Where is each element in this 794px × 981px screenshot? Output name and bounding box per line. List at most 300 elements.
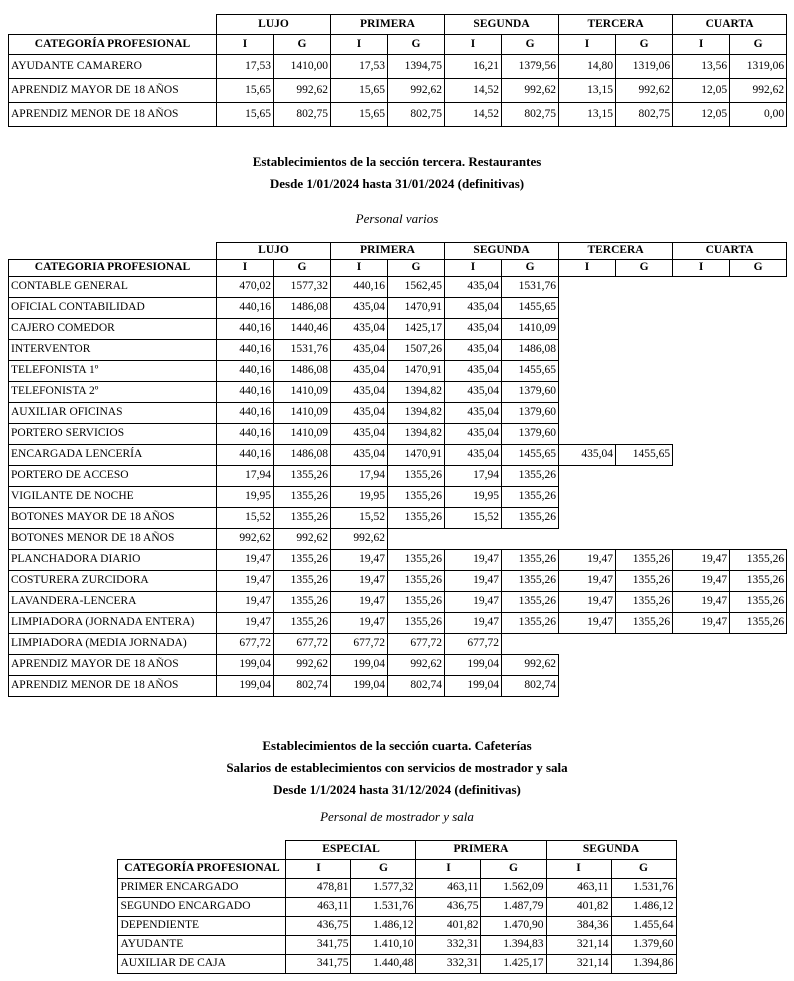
empty-cell: [616, 298, 673, 319]
category-cell: CAJERO COMEDOR: [9, 319, 217, 340]
value-cell: 463,11: [546, 879, 611, 898]
category-cell: AYUDANTE: [118, 936, 286, 955]
value-cell: 19,47: [331, 613, 388, 634]
empty-cell: [730, 487, 787, 508]
category-cell: BOTONES MAYOR DE 18 AÑOS: [9, 508, 217, 529]
value-cell: 19,47: [217, 613, 274, 634]
empty-cell: [559, 466, 616, 487]
subcol-header-g: G: [502, 260, 559, 277]
value-cell: 1410,09: [274, 424, 331, 445]
group-header: PRIMERA: [331, 243, 445, 260]
category-cell: SEGUNDO ENCARGADO: [118, 898, 286, 917]
category-cell: TELEFONISTA 1º: [9, 361, 217, 382]
table-row: [9, 319, 787, 340]
subcol-header-g: G: [611, 860, 676, 879]
table-row: [9, 529, 787, 550]
value-cell: 19,95: [331, 487, 388, 508]
value-cell: 1577,32: [274, 277, 331, 298]
section-heading-tercera: [8, 151, 786, 195]
subheader-row: [9, 260, 787, 277]
value-cell: 19,47: [673, 613, 730, 634]
value-cell: 1.379,60: [611, 936, 676, 955]
table-row: [9, 466, 787, 487]
value-cell: 435,04: [331, 445, 388, 466]
value-cell: 992,62: [730, 79, 787, 103]
value-cell: 992,62: [388, 655, 445, 676]
value-cell: 401,82: [416, 917, 481, 936]
empty-cell: [559, 298, 616, 319]
subcol-header-i: I: [331, 35, 388, 55]
empty-cell: [559, 424, 616, 445]
subcol-header-i: I: [416, 860, 481, 879]
subcol-header-i: I: [546, 860, 611, 879]
value-cell: 677,72: [331, 634, 388, 655]
table-row: [118, 955, 676, 974]
value-cell: 992,62: [331, 529, 388, 550]
value-cell: 1531,76: [502, 277, 559, 298]
subcol-header-g: G: [388, 35, 445, 55]
empty-cell: [559, 529, 616, 550]
empty-cell: [616, 382, 673, 403]
empty-cell: [502, 529, 559, 550]
value-cell: 1355,26: [388, 613, 445, 634]
empty-cell: [616, 277, 673, 298]
empty-cell: [730, 340, 787, 361]
empty-cell: [616, 634, 673, 655]
group-header: LUJO: [217, 15, 331, 35]
value-cell: 802,75: [388, 103, 445, 127]
table-row: [118, 879, 676, 898]
value-cell: 1355,26: [616, 592, 673, 613]
value-cell: 440,16: [217, 382, 274, 403]
table-row: [9, 487, 787, 508]
heading-line: Establecimientos de la sección cuarta. Cafeterías: [262, 738, 532, 753]
value-cell: 199,04: [331, 655, 388, 676]
value-cell: 17,53: [217, 55, 274, 79]
empty-cell: [730, 403, 787, 424]
value-cell: 199,04: [217, 655, 274, 676]
value-cell: 435,04: [445, 403, 502, 424]
value-cell: 19,47: [559, 592, 616, 613]
subtitle-personal-mostrador: Personal de mostrador y sala: [320, 809, 474, 824]
value-cell: 13,15: [559, 79, 616, 103]
value-cell: 1.577,32: [351, 879, 416, 898]
value-cell: 677,72: [274, 634, 331, 655]
subcol-header-g: G: [481, 860, 546, 879]
category-cell: LAVANDERA-LENCERA: [9, 592, 217, 613]
empty-cell: [559, 676, 616, 697]
subcol-header-g: G: [616, 35, 673, 55]
value-cell: 15,65: [217, 79, 274, 103]
table-row: [9, 340, 787, 361]
value-cell: 1355,26: [274, 550, 331, 571]
group-header: SEGUNDA: [546, 841, 676, 860]
table-row: [118, 898, 676, 917]
value-cell: 440,16: [217, 298, 274, 319]
value-cell: 435,04: [445, 298, 502, 319]
group-header: CUARTA: [673, 15, 787, 35]
value-cell: 15,65: [331, 103, 388, 127]
value-cell: 1531,76: [274, 340, 331, 361]
value-cell: 440,16: [217, 361, 274, 382]
value-cell: 435,04: [331, 340, 388, 361]
empty-cell: [616, 340, 673, 361]
value-cell: 19,47: [331, 592, 388, 613]
empty-cell: [616, 487, 673, 508]
value-cell: 1.394,86: [611, 955, 676, 974]
value-cell: 1486,08: [274, 445, 331, 466]
value-cell: 802,74: [502, 676, 559, 697]
value-cell: 992,62: [274, 79, 331, 103]
category-header: CATEGORÍA PROFESIONAL: [9, 35, 217, 55]
value-cell: 16,21: [445, 55, 502, 79]
value-cell: 1319,06: [730, 55, 787, 79]
table-row: [9, 298, 787, 319]
value-cell: 13,56: [673, 55, 730, 79]
table-row: [118, 917, 676, 936]
value-cell: 321,14: [546, 936, 611, 955]
subcol-header-i: I: [445, 35, 502, 55]
table-row: [9, 382, 787, 403]
value-cell: 14,80: [559, 55, 616, 79]
category-cell: PRIMER ENCARGADO: [118, 879, 286, 898]
category-cell: INTERVENTOR: [9, 340, 217, 361]
value-cell: 1355,26: [616, 613, 673, 634]
empty-cell: [616, 655, 673, 676]
group-header-row: [9, 15, 787, 35]
group-header-row: [118, 841, 676, 860]
table-row: [9, 55, 787, 79]
value-cell: 1355,26: [502, 571, 559, 592]
category-cell: PORTERO SERVICIOS: [9, 424, 217, 445]
value-cell: 341,75: [286, 936, 351, 955]
category-cell: PLANCHADORA DIARIO: [9, 550, 217, 571]
value-cell: 17,94: [217, 466, 274, 487]
value-cell: 436,75: [286, 917, 351, 936]
value-cell: 435,04: [445, 319, 502, 340]
value-cell: 1355,26: [616, 550, 673, 571]
value-cell: 1355,26: [274, 571, 331, 592]
empty-cell: [673, 655, 730, 676]
category-cell: LIMPIADORA (MEDIA JORNADA): [9, 634, 217, 655]
table-row: [9, 655, 787, 676]
value-cell: 384,36: [546, 917, 611, 936]
value-cell: 677,72: [388, 634, 445, 655]
subcol-header-i: I: [673, 260, 730, 277]
value-cell: 13,15: [559, 103, 616, 127]
value-cell: 199,04: [445, 655, 502, 676]
value-cell: 435,04: [445, 340, 502, 361]
empty-cell: [730, 361, 787, 382]
value-cell: 435,04: [445, 424, 502, 445]
value-cell: 435,04: [331, 298, 388, 319]
table-row: [9, 361, 787, 382]
value-cell: 1410,09: [274, 382, 331, 403]
value-cell: 199,04: [217, 676, 274, 697]
category-cell: COSTURERA ZURCIDORA: [9, 571, 217, 592]
empty-corner-cell: [9, 243, 217, 260]
empty-cell: [616, 361, 673, 382]
value-cell: 992,62: [616, 79, 673, 103]
subcol-header-g: G: [730, 35, 787, 55]
value-cell: 440,16: [217, 319, 274, 340]
value-cell: 992,62: [274, 529, 331, 550]
empty-cell: [616, 508, 673, 529]
category-cell: AYUDANTE CAMARERO: [9, 55, 217, 79]
empty-cell: [616, 403, 673, 424]
category-cell: APRENDIZ MAYOR DE 18 AÑOS: [9, 655, 217, 676]
empty-cell: [673, 382, 730, 403]
value-cell: 19,47: [673, 592, 730, 613]
value-cell: 17,94: [445, 466, 502, 487]
value-cell: 1455,65: [502, 298, 559, 319]
empty-cell: [730, 382, 787, 403]
value-cell: 15,65: [217, 103, 274, 127]
value-cell: 1355,26: [388, 487, 445, 508]
table-row: [9, 550, 787, 571]
value-cell: 1.486,12: [611, 898, 676, 917]
value-cell: 478,81: [286, 879, 351, 898]
empty-cell: [559, 655, 616, 676]
value-cell: 802,75: [502, 103, 559, 127]
value-cell: 435,04: [445, 277, 502, 298]
empty-cell: [673, 508, 730, 529]
subcol-header-i: I: [217, 35, 274, 55]
value-cell: 440,16: [217, 340, 274, 361]
empty-cell: [559, 508, 616, 529]
value-cell: 1.486,12: [351, 917, 416, 936]
value-cell: 1470,91: [388, 445, 445, 466]
value-cell: 19,47: [559, 571, 616, 592]
value-cell: 435,04: [445, 445, 502, 466]
value-cell: 1507,26: [388, 340, 445, 361]
empty-cell: [673, 424, 730, 445]
value-cell: 677,72: [445, 634, 502, 655]
category-cell: APRENDIZ MENOR DE 18 AÑOS: [9, 103, 217, 127]
value-cell: 14,52: [445, 79, 502, 103]
value-cell: 14,52: [445, 103, 502, 127]
empty-cell: [673, 634, 730, 655]
value-cell: 1355,26: [502, 613, 559, 634]
value-cell: 19,47: [673, 550, 730, 571]
table-row: [9, 634, 787, 655]
value-cell: 1355,26: [274, 508, 331, 529]
value-cell: 19,47: [217, 550, 274, 571]
category-cell: BOTONES MENOR DE 18 AÑOS: [9, 529, 217, 550]
value-cell: 440,16: [217, 445, 274, 466]
empty-cell: [673, 445, 730, 466]
value-cell: 435,04: [331, 361, 388, 382]
empty-cell: [730, 319, 787, 340]
value-cell: 1355,26: [388, 550, 445, 571]
subcol-header-g: G: [502, 35, 559, 55]
value-cell: 19,47: [559, 613, 616, 634]
value-cell: 1.487,79: [481, 898, 546, 917]
empty-cell: [673, 676, 730, 697]
table-row: [9, 424, 787, 445]
group-header: TERCERA: [559, 15, 673, 35]
value-cell: 1355,26: [502, 508, 559, 529]
value-cell: 1455,65: [616, 445, 673, 466]
value-cell: 1355,26: [388, 466, 445, 487]
table-row: [9, 571, 787, 592]
category-cell: DEPENDIENTE: [118, 917, 286, 936]
value-cell: 19,47: [217, 571, 274, 592]
value-cell: 1.562,09: [481, 879, 546, 898]
empty-cell: [673, 298, 730, 319]
group-header: ESPECIAL: [286, 841, 416, 860]
empty-cell: [559, 634, 616, 655]
subtitle-personal-varios: Personal varios: [355, 211, 439, 226]
table-row: [118, 936, 676, 955]
value-cell: 321,14: [546, 955, 611, 974]
value-cell: 19,47: [331, 571, 388, 592]
value-cell: 435,04: [559, 445, 616, 466]
empty-cell: [730, 298, 787, 319]
value-cell: 1425,17: [388, 319, 445, 340]
salary-table-mostrador-sala: [117, 840, 676, 974]
subcol-header-g: G: [274, 35, 331, 55]
empty-cell: [730, 676, 787, 697]
empty-cell: [616, 319, 673, 340]
value-cell: 1470,91: [388, 361, 445, 382]
value-cell: 440,16: [217, 424, 274, 445]
value-cell: 1455,65: [502, 445, 559, 466]
value-cell: 19,95: [217, 487, 274, 508]
value-cell: 0,00: [730, 103, 787, 127]
salary-table-restaurantes-continuation: [8, 14, 787, 127]
value-cell: 19,47: [331, 550, 388, 571]
value-cell: 1.455,64: [611, 917, 676, 936]
value-cell: 1379,60: [502, 382, 559, 403]
value-cell: 199,04: [445, 676, 502, 697]
empty-cell: [730, 529, 787, 550]
value-cell: 1486,08: [502, 340, 559, 361]
value-cell: 1355,26: [388, 571, 445, 592]
subcol-header-i: I: [559, 260, 616, 277]
category-header: CATEGORIA PROFESIONAL: [9, 260, 217, 277]
subcol-header-i: I: [559, 35, 616, 55]
subcol-header-i: I: [331, 260, 388, 277]
empty-cell: [730, 424, 787, 445]
value-cell: 435,04: [331, 403, 388, 424]
empty-cell: [616, 466, 673, 487]
value-cell: 435,04: [331, 382, 388, 403]
value-cell: 19,47: [445, 571, 502, 592]
heading-line: Desde 1/01/2024 hasta 31/01/2024 (definitivas): [269, 176, 525, 191]
value-cell: 1.425,17: [481, 955, 546, 974]
value-cell: 12,05: [673, 103, 730, 127]
empty-cell: [616, 676, 673, 697]
empty-cell: [559, 340, 616, 361]
value-cell: 992,62: [502, 655, 559, 676]
subcol-header-i: I: [445, 260, 502, 277]
empty-cell: [388, 529, 445, 550]
value-cell: 1.470,90: [481, 917, 546, 936]
value-cell: 1394,75: [388, 55, 445, 79]
value-cell: 1355,26: [388, 508, 445, 529]
value-cell: 1410,00: [274, 55, 331, 79]
empty-cell: [673, 487, 730, 508]
value-cell: 1.440,48: [351, 955, 416, 974]
value-cell: 1355,26: [730, 550, 787, 571]
section-heading-cuarta: [8, 735, 786, 801]
value-cell: 1355,26: [730, 571, 787, 592]
empty-cell: [559, 361, 616, 382]
value-cell: 19,47: [445, 613, 502, 634]
empty-cell: [673, 403, 730, 424]
group-header: SEGUNDA: [445, 15, 559, 35]
subcol-header-g: G: [274, 260, 331, 277]
value-cell: 1410,09: [502, 319, 559, 340]
category-cell: AUXILIAR OFICINAS: [9, 403, 217, 424]
value-cell: 440,16: [217, 403, 274, 424]
value-cell: 1394,82: [388, 424, 445, 445]
empty-cell: [673, 319, 730, 340]
empty-corner-cell: [118, 841, 286, 860]
value-cell: 992,62: [502, 79, 559, 103]
value-cell: 440,16: [331, 277, 388, 298]
category-cell: ENCARGADA LENCERÍA: [9, 445, 217, 466]
table-row: [9, 676, 787, 697]
value-cell: 1355,26: [730, 613, 787, 634]
subheader-row: [118, 860, 676, 879]
value-cell: 435,04: [445, 361, 502, 382]
value-cell: 1.410,10: [351, 936, 416, 955]
value-cell: 19,95: [445, 487, 502, 508]
table-row: [9, 592, 787, 613]
value-cell: 19,47: [445, 592, 502, 613]
value-cell: 1355,26: [274, 466, 331, 487]
value-cell: 332,31: [416, 955, 481, 974]
category-cell: AUXILIAR DE CAJA: [118, 955, 286, 974]
group-header: SEGUNDA: [445, 243, 559, 260]
value-cell: 19,47: [217, 592, 274, 613]
category-header: CATEGORÍA PROFESIONAL: [118, 860, 286, 879]
heading-line: Salarios de establecimientos con servicios de mostrador y sala: [226, 760, 568, 775]
value-cell: 1440,46: [274, 319, 331, 340]
empty-cell: [730, 655, 787, 676]
value-cell: 1410,09: [274, 403, 331, 424]
empty-cell: [673, 340, 730, 361]
heading-line: Desde 1/1/2024 hasta 31/12/2024 (definitivas): [273, 782, 521, 797]
value-cell: 332,31: [416, 936, 481, 955]
category-cell: CONTABLE GENERAL: [9, 277, 217, 298]
empty-cell: [673, 529, 730, 550]
subcol-header-i: I: [286, 860, 351, 879]
empty-cell: [730, 445, 787, 466]
value-cell: 1379,56: [502, 55, 559, 79]
value-cell: 1.394,83: [481, 936, 546, 955]
value-cell: 1470,91: [388, 298, 445, 319]
group-header: PRIMERA: [331, 15, 445, 35]
subcol-header-g: G: [351, 860, 416, 879]
value-cell: 1355,26: [502, 487, 559, 508]
value-cell: 677,72: [217, 634, 274, 655]
table-row: [9, 79, 787, 103]
value-cell: 12,05: [673, 79, 730, 103]
value-cell: 15,65: [331, 79, 388, 103]
empty-cell: [616, 424, 673, 445]
value-cell: 435,04: [331, 319, 388, 340]
group-header: LUJO: [217, 243, 331, 260]
value-cell: 19,47: [445, 550, 502, 571]
value-cell: 341,75: [286, 955, 351, 974]
empty-cell: [673, 466, 730, 487]
category-cell: OFICIAL CONTABILIDAD: [9, 298, 217, 319]
category-cell: TELEFONISTA 2º: [9, 382, 217, 403]
empty-cell: [559, 319, 616, 340]
